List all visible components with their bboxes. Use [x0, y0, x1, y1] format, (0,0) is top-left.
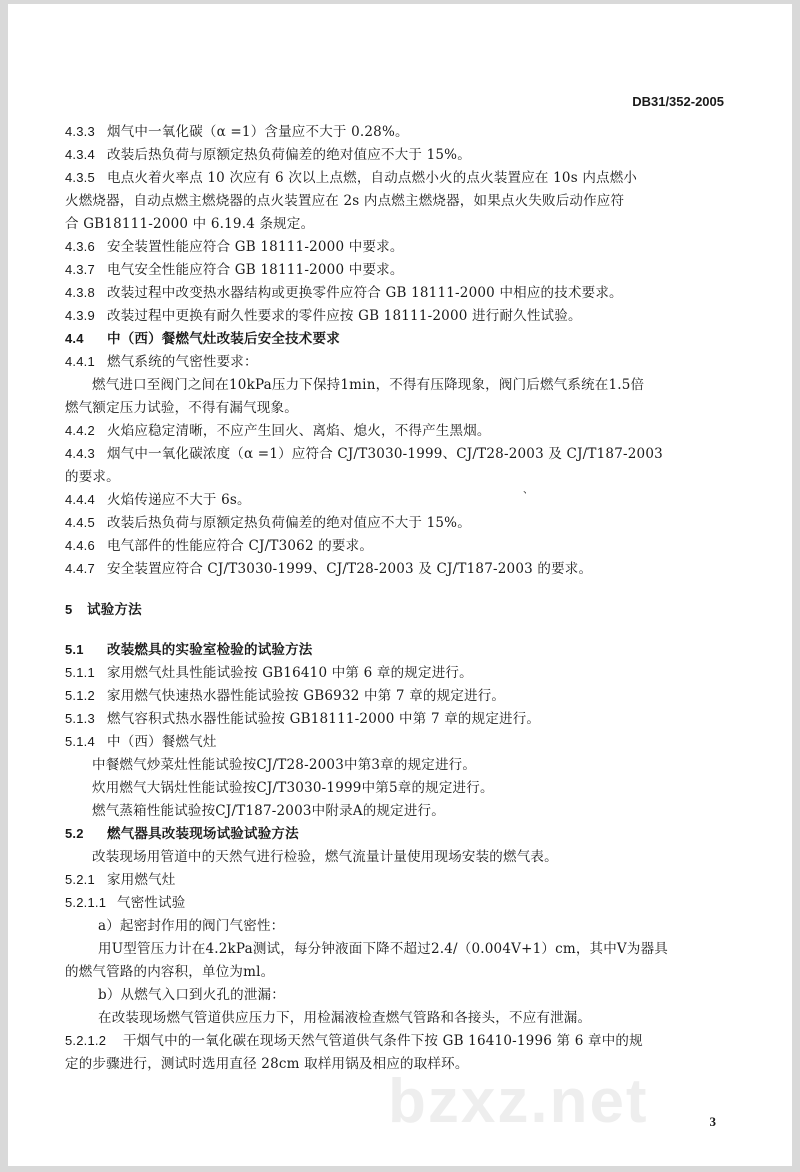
clause-text: 烟气中一氧化碳（α =1）含量应不大于 0.28%。	[107, 124, 409, 140]
clause-5-1-3	[65, 707, 540, 727]
section-title: 中（西）餐燃气灶改装后安全技术要求	[107, 331, 340, 347]
clause-number: 4.3.4	[65, 147, 95, 162]
clause-5-2-1-2	[65, 1029, 643, 1049]
clause-4-4-4	[65, 488, 251, 508]
clause-number: 5.1.3	[65, 711, 95, 726]
clause-text: 安全装置性能应符合 GB 18111-2000 中要求。	[107, 239, 404, 255]
section-number: 5.2	[65, 826, 84, 841]
clause-4-3-4	[65, 143, 471, 163]
watermark: bzxz.net	[388, 1067, 649, 1136]
clause-text: 中（西）餐燃气灶	[107, 734, 217, 750]
clause-text: 家用燃气灶具性能试验按 GB16410 中第 6 章的规定进行。	[107, 665, 473, 681]
clause-4-3-6	[65, 235, 404, 255]
clause-4-3-9	[65, 304, 582, 324]
clause-number: 5.2.1	[65, 872, 95, 887]
paragraph-text: 改装现场用管道中的天然气进行检验，燃气流量计量使用现场安装的燃气表。	[92, 849, 558, 865]
clause-continuation: 火燃烧器，自动点燃主燃烧器的点火装置应在 2s 内点燃主燃烧器，如果点火失败后动作应符	[65, 193, 625, 209]
clause-4-4-2	[65, 419, 491, 439]
clause-text: 火焰传递应不大于 6s。	[107, 492, 251, 508]
clause-text: 电气安全性能应符合 GB 18111-2000 中要求。	[107, 262, 404, 278]
clause-number: 4.4.2	[65, 423, 95, 438]
clause-number: 4.4.6	[65, 538, 95, 553]
paragraph-text: b）从燃气入口到火孔的泄漏：	[98, 987, 285, 1003]
page-number: 3	[709, 1114, 716, 1129]
clause-4-3-8	[65, 281, 623, 301]
clause-5-1-4	[65, 730, 217, 750]
clause-text: 改装过程中更换有耐久性要求的零件应按 GB 18111-2000 进行耐久性试验。	[107, 308, 582, 324]
paragraph-text: 燃气进口至阀门之间在10kPa压力下保持1min，不得有压降现象，阀门后燃气系统在1.5倍	[92, 377, 645, 393]
clause-text: 改装后热负荷与原额定热负荷偏差的绝对值应不大于 15%。	[107, 147, 471, 163]
clause-number: 5.1.2	[65, 688, 95, 703]
clause-4-3-5	[65, 166, 637, 186]
clause-text: 火焰应稳定清晰，不应产生回火、离焰、熄火，不得产生黑烟。	[107, 423, 491, 439]
clause-number: 4.3.8	[65, 285, 95, 300]
clause-text: 气密性试验	[117, 895, 186, 911]
paragraph-text: a）起密封作用的阀门气密性：	[98, 918, 285, 934]
clause-text: 改装后热负荷与原额定热负荷偏差的绝对值应不大于 15%。	[107, 515, 471, 531]
clause-text: 家用燃气快速热水器性能试验按 GB6932 中第 7 章的规定进行。	[107, 688, 506, 704]
clause-text: 安全装置应符合 CJ/T3030-1999、CJ/T28-2003 及 CJ/T187-2003 的要求。	[107, 561, 593, 577]
clause-number: 5.1.4	[65, 734, 95, 749]
section-number: 4.4	[65, 331, 84, 346]
clause-number: 4.4.3	[65, 446, 95, 461]
paragraph-text: 在改装现场燃气管道供应压力下，用检漏液检查燃气管路和各接头，不应有泄漏。	[98, 1010, 592, 1026]
clause-text: 家用燃气灶	[107, 872, 176, 888]
clause-4-4-1	[65, 350, 258, 370]
clause-number: 4.3.5	[65, 170, 95, 185]
clause-text: 干烟气中的一氧化碳在现场天然气管道供气条件下按 GB 16410-1996 第 6 章中的规	[123, 1033, 643, 1049]
clause-4-4-7	[65, 557, 592, 577]
section-heading-5-1	[65, 638, 313, 658]
paragraph-text: 炊用燃气大锅灶性能试验按CJ/T3030-1999中第5章的规定进行。	[92, 780, 494, 796]
section-number: 5.1	[65, 642, 84, 657]
clause-4-4-5	[65, 511, 471, 531]
chapter-number: 5	[65, 602, 73, 617]
clause-continuation: 的要求。	[65, 469, 120, 485]
clause-number: 5.1.1	[65, 665, 95, 680]
document-code: DB31/352-2005	[632, 94, 724, 109]
clause-5-2-1-1	[65, 891, 186, 911]
section-title: 改装燃具的实验室检验的试验方法	[107, 642, 313, 658]
clause-text: 电气部件的性能应符合 CJ/T3062 的要求。	[107, 538, 374, 554]
clause-number: 5.2.1.1	[65, 895, 107, 910]
section-heading-4-4	[65, 327, 340, 347]
clause-text: 烟气中一氧化碳浓度（α =1）应符合 CJ/T3030-1999、CJ/T28-2003 及 CJ/T187-2003	[107, 446, 663, 462]
clause-continuation: 合 GB18111-2000 中 6.19.4 条规定。	[65, 216, 315, 232]
clause-text: 燃气容积式热水器性能试验按 GB18111-2000 中第 7 章的规定进行。	[107, 711, 541, 727]
clause-5-1-1	[65, 661, 473, 681]
clause-continuation: 的燃气管路的内容积，单位为ml。	[65, 964, 275, 980]
clause-4-3-3	[65, 120, 409, 140]
section-title: 燃气器具改装现场试验试验方法	[107, 826, 299, 842]
clause-number: 5.2.1.2	[65, 1033, 107, 1048]
clause-number: 4.3.3	[65, 124, 95, 139]
clause-4-4-6	[65, 534, 373, 554]
paragraph-text: 燃气蒸箱性能试验按CJ/T187-2003中附录A的规定进行。	[92, 803, 445, 819]
clause-text: 燃气系统的气密性要求：	[107, 354, 258, 370]
clause-text: 改装过程中改变热水器结构或更换零件应符合 GB 18111-2000 中相应的技术要求。	[107, 285, 623, 301]
clause-number: 4.3.7	[65, 262, 95, 277]
document-page	[8, 4, 792, 1166]
clause-number: 4.3.6	[65, 239, 95, 254]
clause-4-3-7	[65, 258, 404, 278]
clause-number: 4.4.1	[65, 354, 95, 369]
clause-text: 电点火着火率点 10 次应有 6 次以上点燃，自动点燃小火的点火装置应在 10s 内点燃小	[107, 170, 638, 186]
clause-number: 4.4.5	[65, 515, 95, 530]
clause-continuation: 定的步骤进行，测试时选用直径 28cm 取样用锅及相应的取样环。	[65, 1056, 469, 1072]
scan-mark: 、	[523, 485, 533, 496]
section-heading-5-2	[65, 822, 299, 842]
paragraph-text: 中餐燃气炒菜灶性能试验按CJ/T28-2003中第3章的规定进行。	[92, 757, 477, 773]
clause-number: 4.4.7	[65, 561, 95, 576]
clause-5-2-1	[65, 868, 176, 888]
clause-5-1-2	[65, 684, 505, 704]
chapter-heading-5	[65, 598, 142, 618]
chapter-title: 试验方法	[87, 602, 142, 618]
clause-continuation: 燃气额定压力试验，不得有漏气现象。	[65, 400, 298, 416]
clause-number: 4.4.4	[65, 492, 95, 507]
clause-number: 4.3.9	[65, 308, 95, 323]
clause-4-4-3	[65, 442, 663, 462]
paragraph-text: 用U型管压力计在4.2kPa测试，每分钟液面下降不超过2.4/（0.004V+1）cm，其中V为器具	[98, 941, 668, 957]
